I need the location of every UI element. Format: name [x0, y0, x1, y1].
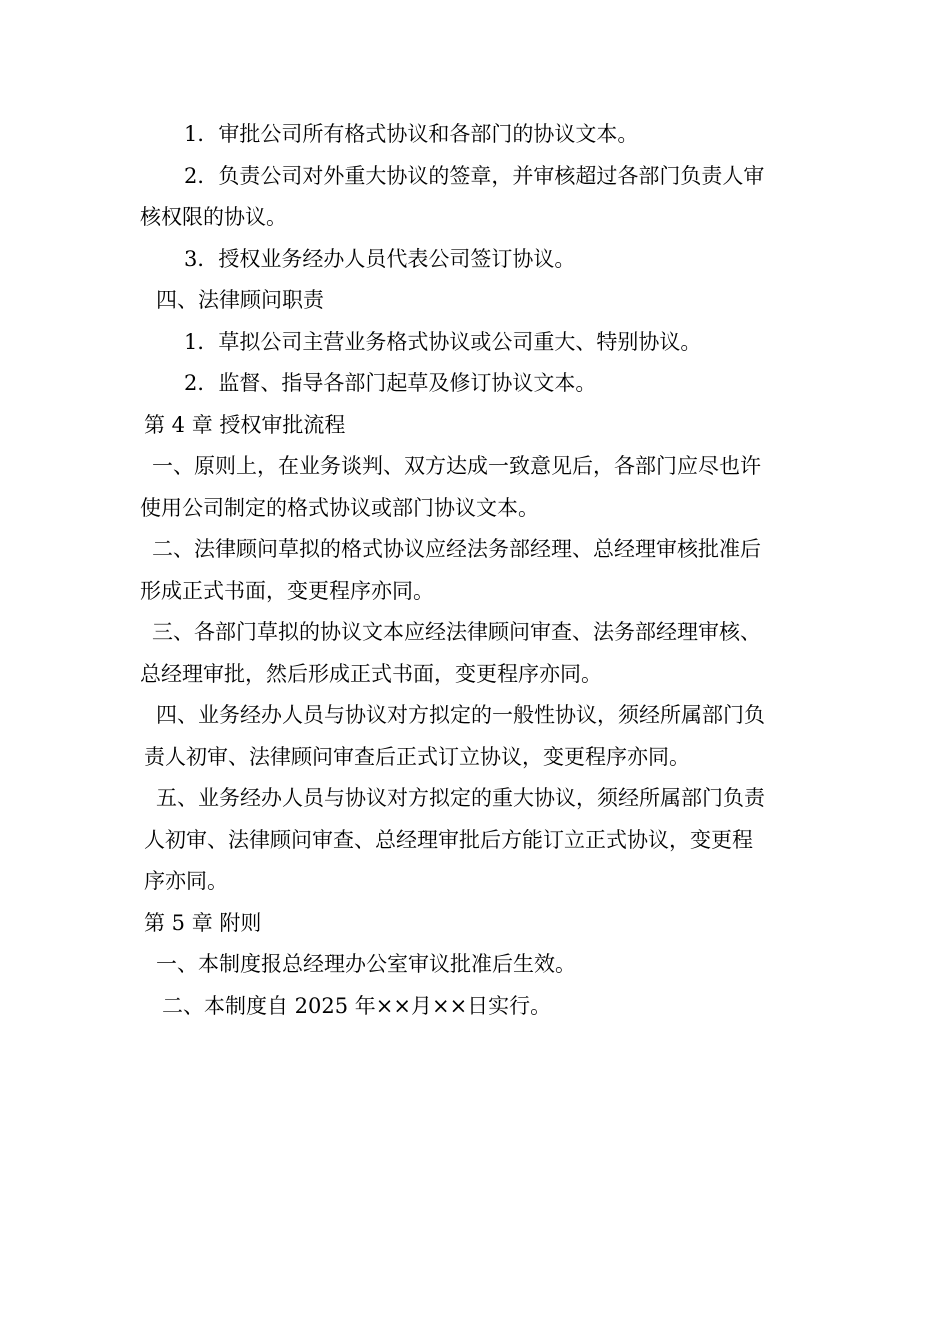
process-clause-1-continued: 使用公司制定的格式协议或部门协议文本。: [140, 495, 539, 520]
document-body: [140, 114, 812, 1027]
duty-item-2-continued: 核权限的协议。: [140, 205, 287, 229]
chapter-heading-5: 第 5 章 附则: [144, 910, 262, 935]
process-clause-2: 二、法律顾问草拟的格式协议应经法务部经理、总经理审核批准后: [152, 537, 761, 561]
process-clause-4-continued: 责人初审、法律顾问审查后正式订立协议，变更程序亦同。: [144, 744, 690, 769]
process-clause-2-continued: 形成正式书面，变更程序亦同。: [140, 578, 434, 603]
appendix-clause-1: 一、本制度报总经理办公室审议批准后生效。: [156, 952, 576, 976]
counsel-item-1: 1．草拟公司主营业务格式协议或公司重大、特别协议。: [184, 329, 702, 354]
duty-item-2: 2．负责公司对外重大协议的签章，并审核超过各部门负责人审: [184, 163, 765, 188]
process-clause-5-continued: 人初审、法律顾问审查、总经理审批后方能订立正式协议，变更程: [144, 827, 753, 852]
chapter-heading-4: 第 4 章 授权审批流程: [144, 412, 346, 437]
process-clause-1: 一、原则上，在业务谈判、双方达成一致意见后，各部门应尽也许: [152, 454, 761, 478]
process-clause-4: 四、业务经办人员与协议对方拟定的一般性协议，须经所属部门负: [156, 703, 765, 727]
counsel-item-2: 2．监督、指导各部门起草及修订协议文本。: [184, 371, 597, 395]
process-clause-5: 五、业务经办人员与协议对方拟定的重大协议，须经所属部门负责: [156, 786, 765, 810]
section-heading-legal-counsel: 四、法律顾问职责: [156, 288, 324, 312]
duty-item-3: 3．授权业务经办人员代表公司签订协议。: [184, 246, 576, 271]
duty-item-1: 1．审批公司所有格式协议和各部门的协议文本。: [184, 122, 639, 146]
process-clause-3-continued: 总经理审批，然后形成正式书面，变更程序亦同。: [140, 661, 602, 686]
appendix-clause-2: 二、本制度自 2025 年××月××日实行。: [162, 993, 552, 1018]
process-clause-5-continued-2: 序亦同。: [144, 869, 228, 893]
process-clause-3: 三、各部门草拟的协议文本应经法律顾问审查、法务部经理审核、: [152, 620, 761, 644]
